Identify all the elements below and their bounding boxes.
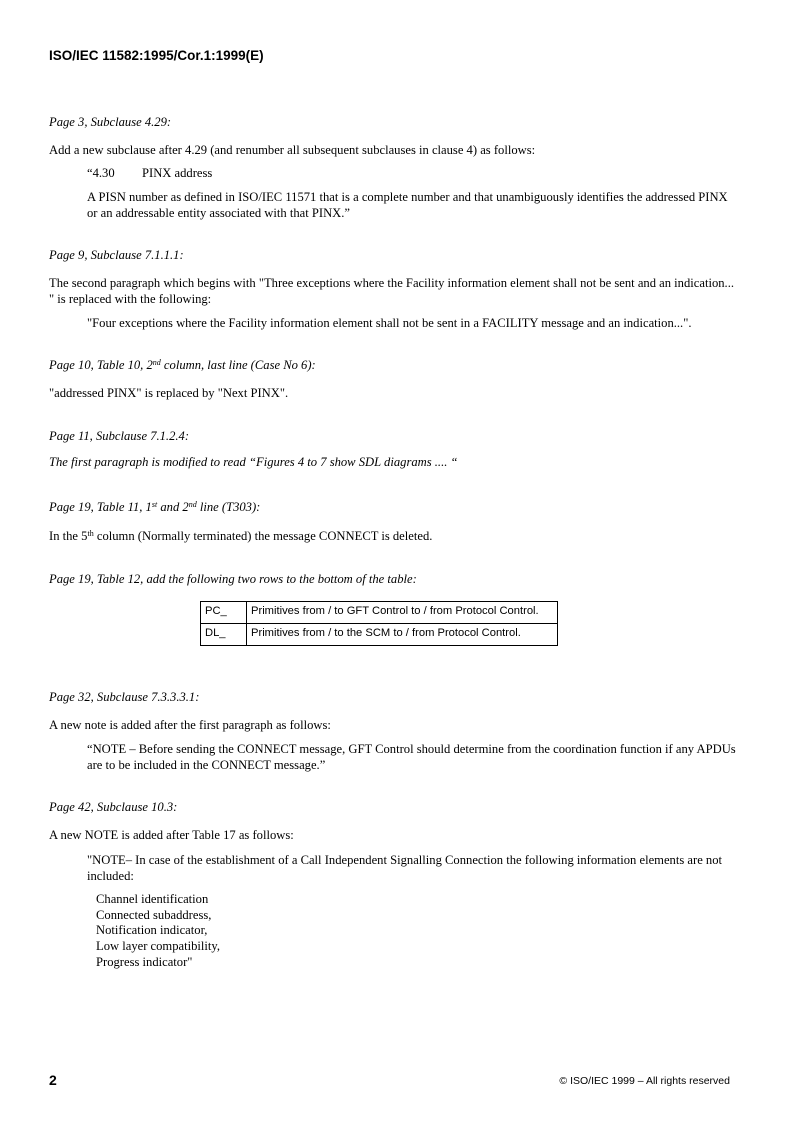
heading-part: column, last line (Case No 6): (160, 358, 316, 372)
section-heading-page42: Page 42, Subclause 10.3: (49, 800, 178, 814)
list-item: Notification indicator, (96, 923, 208, 938)
clause-line-4-30 (87, 165, 212, 181)
section-heading-page19-table11 (49, 500, 260, 515)
table-cell-description: Primitives from / to GFT Control to / from Protocol Control. (247, 602, 558, 624)
section-intro-page32: A new note is added after the first paragraph as follows: (49, 718, 331, 732)
clause-number: “4.30 (87, 166, 115, 180)
list-item: Channel identification (96, 892, 209, 906)
section-text-page19-table11 (49, 528, 432, 544)
information-element-list (96, 892, 220, 971)
section-heading-page9: Page 9, Subclause 7.1.1.1: (49, 248, 184, 262)
section-intro-page3: Add a new subclause after 4.29 (and renumber all subsequent subclauses in clause 4) as follows: (49, 143, 536, 157)
heading-part: and 2 (157, 500, 189, 514)
section-heading-page11: Page 11, Subclause 7.1.2.4: (49, 429, 190, 443)
replacement-text-page9: "Four exceptions where the Facility information element shall not be sent in a FACILITY message and an indication...". (87, 316, 692, 330)
section-heading-page3: Page 3, Subclause 4.29: (49, 115, 172, 129)
text-part: In the 5 (49, 529, 88, 543)
section-intro-page42: A new NOTE is added after Table 17 as follows: (49, 828, 294, 842)
list-item: Connected subaddress, (96, 907, 212, 922)
section-heading-page10 (49, 358, 316, 373)
table-row (201, 602, 558, 624)
note-text-page32: “NOTE – Before sending the CONNECT message, GFT Control should determine from the coordination function if any APDUs are to be included in the CONNECT message.” (87, 742, 736, 772)
heading-superscript: nd (188, 500, 197, 509)
table-row (201, 624, 558, 646)
heading-part: Page 19, Table 11, 1 (49, 500, 152, 514)
section-heading-page19-table12: Page 19, Table 12, add the following two rows to the bottom of the table: (49, 572, 417, 586)
clause-definition: A PISN number as defined in ISO/IEC 11571 that is a complete number and that unambiguously identifies the addressed PINX or an addressable entity associated with that PINX.” (87, 190, 728, 220)
section-text-page11: The first paragraph is modified to read “Figures 4 to 7 show SDL diagrams .... “ (49, 455, 458, 469)
table-12-added-rows (200, 601, 558, 646)
heading-part: line (T303): (196, 500, 261, 514)
section-heading-page32: Page 32, Subclause 7.3.3.3.1: (49, 690, 200, 704)
table-cell-code: DL_ (201, 624, 247, 646)
heading-superscript: nd (152, 358, 161, 367)
document-header: ISO/IEC 11582:1995/Cor.1:1999(E) (49, 48, 264, 63)
table-cell-description: Primitives from / to the SCM to / from Protocol Control. (247, 624, 558, 646)
clause-title: PINX address (142, 166, 213, 180)
table-cell-code: PC_ (201, 602, 247, 624)
text-part: column (Normally terminated) the message CONNECT is deleted. (93, 529, 433, 543)
list-item: Low layer compatibility, (96, 939, 221, 954)
text-superscript: th (87, 529, 94, 538)
section-text-page10: "addressed PINX" is replaced by "Next PINX". (49, 386, 289, 400)
page-number: 2 (49, 1072, 57, 1088)
note-text-page42: "NOTE– In case of the establishment of a Call Independent Signalling Connection the following information elements are not included: (87, 853, 723, 883)
section-intro-page9: The second paragraph which begins with "Three exceptions where the Facility information element shall not be sent and an indication... " is replaced with the following: (49, 276, 734, 306)
copyright-notice: © ISO/IEC 1999 – All rights reserved (559, 1075, 730, 1087)
heading-part: Page 10, Table 10, 2 (49, 358, 153, 372)
list-item: Progress indicator" (96, 954, 193, 969)
heading-superscript: st (151, 500, 158, 509)
